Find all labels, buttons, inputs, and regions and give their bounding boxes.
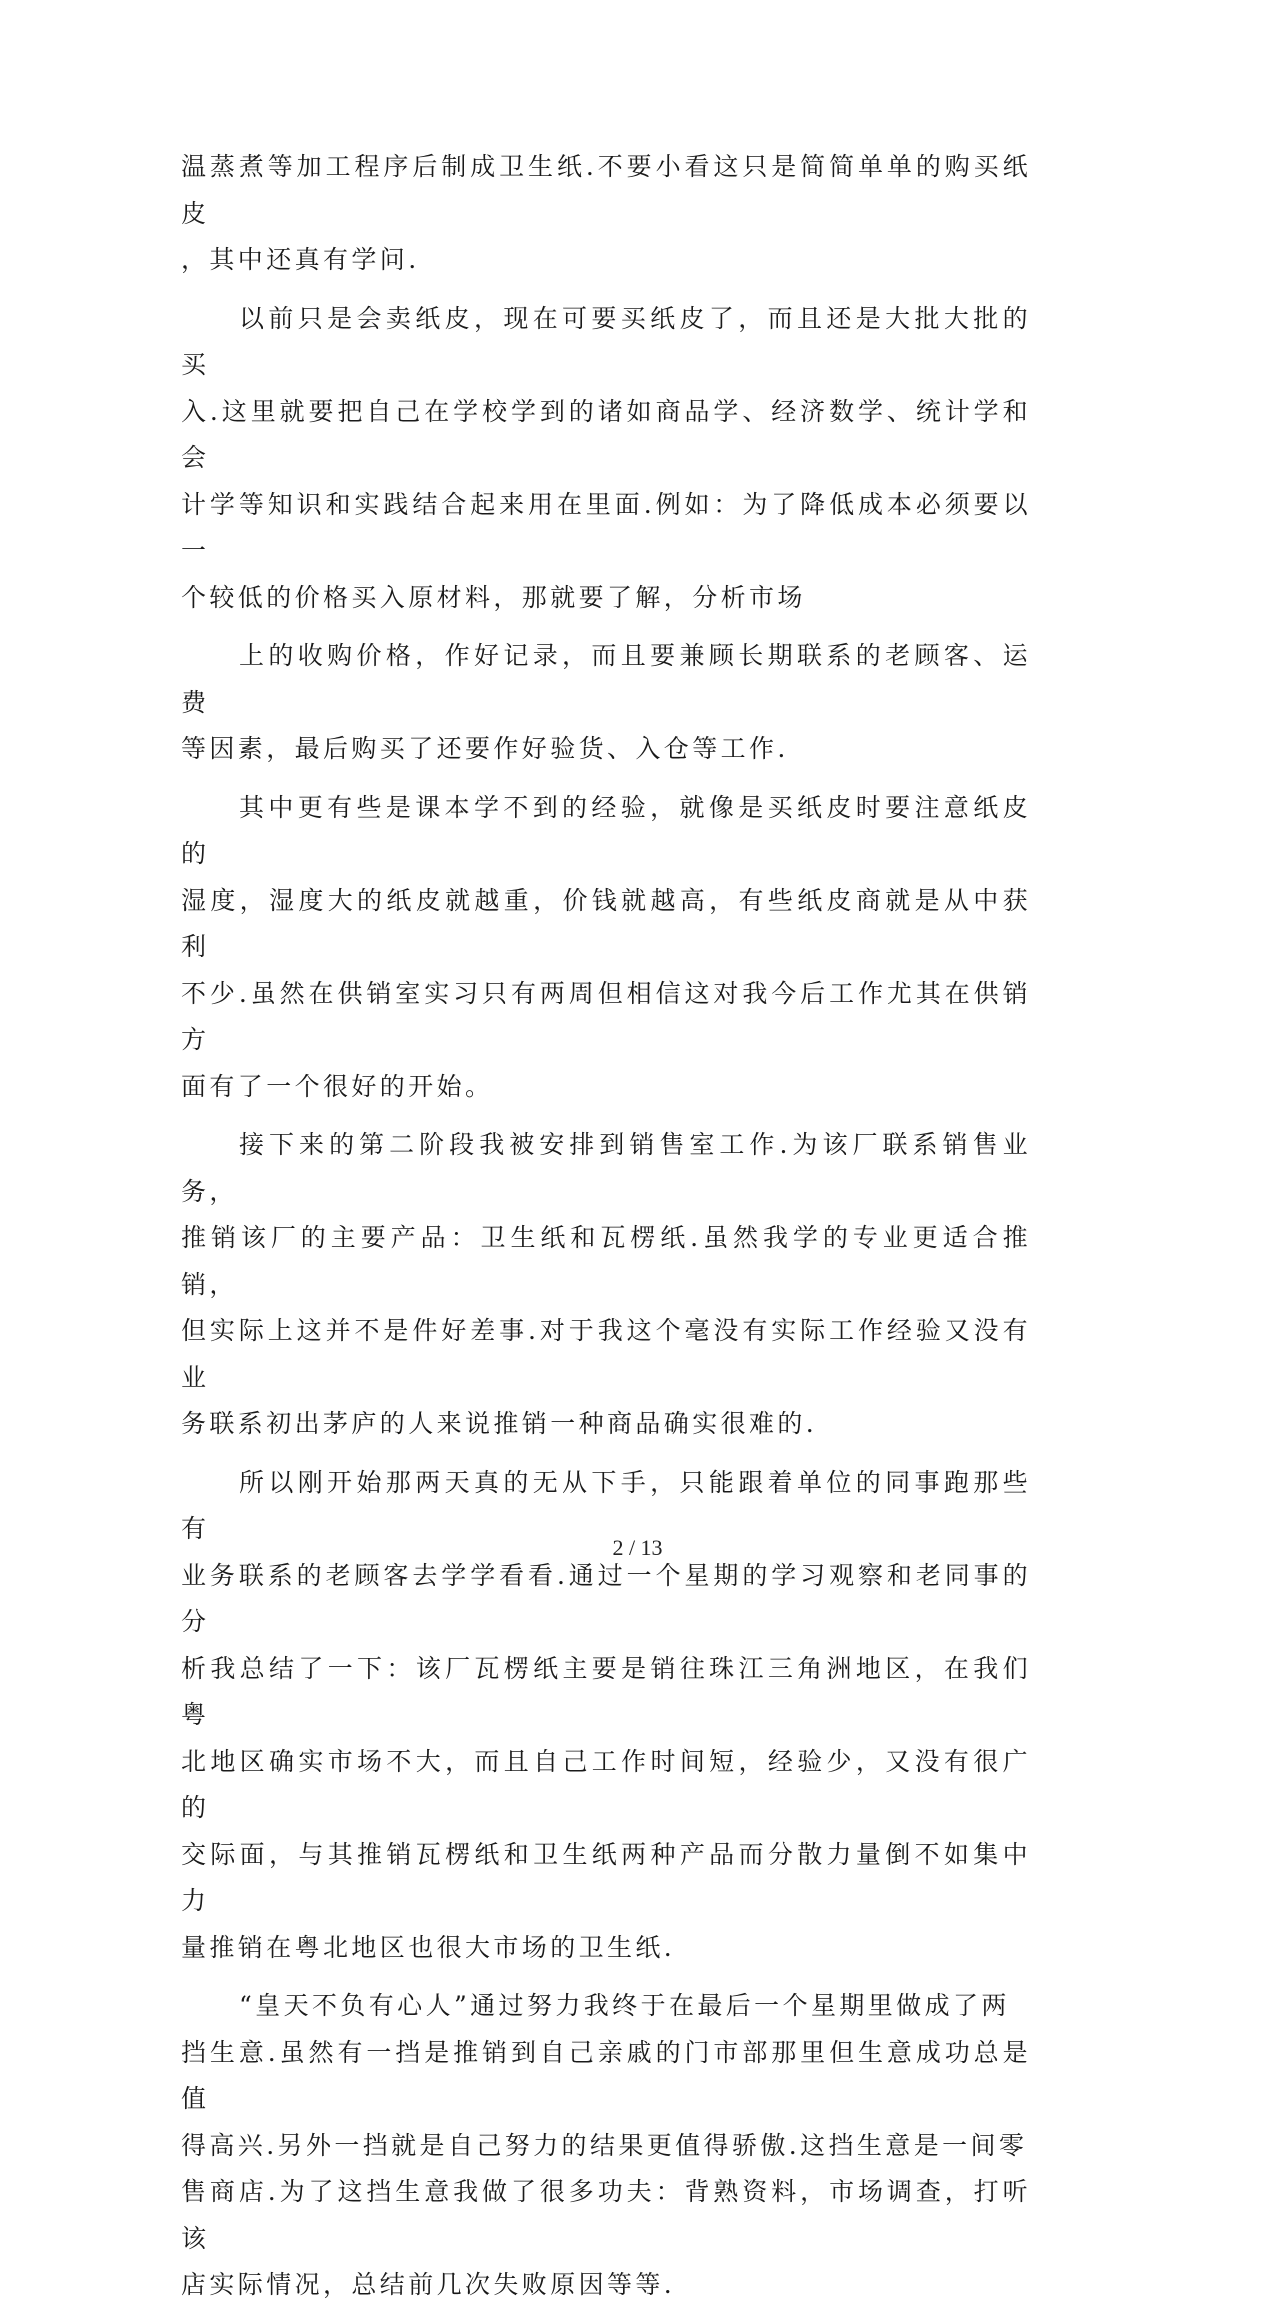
line: 售商店.为了这挡生意我做了很多功夫：背熟资料，市场调查，打听该 — [181, 2177, 1031, 2253]
line: 析我总结了一下：该厂瓦楞纸主要是销往珠江三角洲地区，在我们粤 — [181, 1653, 1031, 1729]
paragraph-5 — [181, 1122, 1031, 1448]
line: 以前只是会卖纸皮，现在可要买纸皮了，而且还是大批大批的买 — [181, 303, 1031, 379]
line: 等因素，最后购买了还要作好验货、入仓等工作. — [181, 734, 789, 763]
line: 挡生意.虽然有一挡是推销到自己亲戚的门市部那里但生意成功总是值 — [181, 2037, 1031, 2113]
line: 得高兴.另外一挡就是自己努力的结果更值得骄傲.这挡生意是一间零 — [181, 2130, 1028, 2160]
line: “皇天不负有心人”通过努力我终于在最后一个星期里做成了两 — [239, 1991, 1010, 2020]
paragraph-3 — [181, 633, 1031, 773]
line: 温蒸煮等加工程序后制成卫生纸.不要小看这只是简简单单的购买纸皮 — [181, 152, 1031, 228]
line: 业务联系的老顾客去学学看看.通过一个星期的学习观察和老同事的分 — [181, 1560, 1031, 1636]
document-body — [181, 144, 1031, 2321]
line: 交际面，与其推销瓦楞纸和卫生纸两种产品而分散力量倒不如集中力 — [181, 1839, 1031, 1915]
line: 量推销在粤北地区也很大市场的卫生纸. — [181, 1932, 676, 1962]
line: 推销该厂的主要产品：卫生纸和瓦楞纸.虽然我学的专业更适合推销， — [181, 1223, 1031, 1299]
line: 不少.虽然在供销室实习只有两周但相信这对我今后工作尤其在供销方 — [181, 978, 1031, 1054]
page-number: 2 / 13 — [612, 1535, 663, 1560]
line: 面有了一个很好的开始。 — [181, 1071, 494, 1101]
paragraph-2 — [181, 296, 1031, 622]
line: 其中更有些是课本学不到的经验，就像是买纸皮时要注意纸皮的 — [181, 792, 1031, 868]
line: 店实际情况，总结前几次失败原因等等. — [181, 2270, 676, 2299]
line: 但实际上这并不是件好差事.对于我这个毫没有实际工作经验又没有业 — [181, 1316, 1031, 1392]
line: 务联系初出茅庐的人来说推销一种商品确实很难的. — [181, 1409, 818, 1438]
line: 湿度，湿度大的纸皮就越重，价钱就越高，有些纸皮商就是从中获利 — [181, 885, 1031, 961]
paragraph-7 — [181, 1983, 1031, 2309]
line: 北地区确实市场不大，而且自己工作时间短，经验少，又没有很广的 — [181, 1746, 1031, 1822]
paragraph-4 — [181, 785, 1031, 1111]
line: 个较低的价格买入原材料，那就要了解，分析市场 — [181, 582, 806, 612]
line: 计学等知识和实践结合起来用在里面.例如：为了降低成本必须要以一 — [181, 489, 1031, 565]
paragraph-1 — [181, 144, 1031, 284]
line: 接下来的第二阶段我被安排到销售室工作.为该厂联系销售业务， — [181, 1130, 1031, 1206]
line: ，其中还真有学问. — [181, 245, 420, 274]
line: 入.这里就要把自己在学校学到的诸如商品学、经济数学、统计学和会 — [181, 396, 1031, 472]
line: 所以刚开始那两天真的无从下手，只能跟着单位的同事跑那些有 — [181, 1467, 1031, 1543]
line: 上的收购价格，作好记录，而且要兼顾长期联系的老顾客、运费 — [181, 641, 1031, 717]
